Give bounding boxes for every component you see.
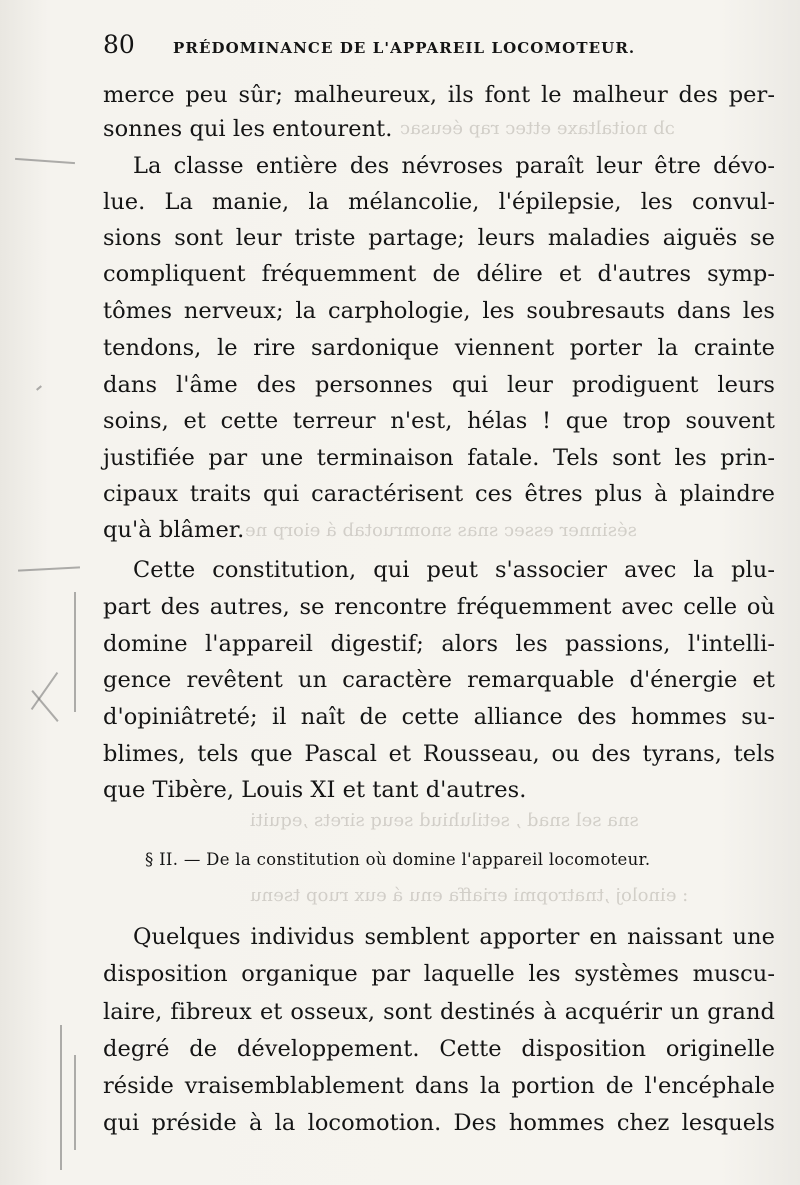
body-line: part des autres, se rencontre fréquemment avec celle où	[103, 594, 775, 620]
show-through-text: ɔb noitaltaxe ettec rap éeusac	[400, 118, 675, 139]
section-heading: § II. — De la constitution où domine l'appareil locomoteur.	[145, 850, 651, 869]
section-line: réside vraisemblablement dans la portion de l'encéphale	[103, 1073, 775, 1099]
body-line: soins, et cette terreur n'est, hélas ! que trop souvent	[103, 408, 775, 434]
body-line: que Tibère, Louis XI et tant d'autres.	[103, 777, 527, 803]
body-line: dans l'âme des personnes qui leur prodiguent leurs	[103, 372, 775, 398]
body-line: tendons, le rire sardonique viennent porter la crainte	[103, 335, 775, 361]
show-through-text: sésinner essec snas snomruotab á eiorp ne	[245, 520, 637, 541]
margin-pencil-mark	[74, 1055, 76, 1150]
section-line: laire, fibreux et osseux, sont destinés à acquérir un grand	[103, 999, 775, 1025]
running-head: PRÉDOMINANCE DE L'APPAREIL LOCOMOTEUR.	[173, 39, 636, 57]
show-through-text: : einoloj ,tnatropmi eriaffa enu á eux ruop tsenu	[250, 885, 689, 906]
body-line: sonnes qui les entourent.	[103, 116, 393, 142]
body-line: Cette constitution, qui peut s'associer avec la plu-	[133, 557, 775, 583]
section-line: disposition organique par laquelle les systèmes muscu-	[103, 961, 775, 987]
body-line: d'opiniâtreté; il naît de cette alliance des hommes su-	[103, 704, 775, 730]
body-line: justifiée par une terminaison fatale. Tels sont les prin-	[103, 445, 775, 471]
body-line: blimes, tels que Pascal et Rousseau, ou des tyrans, tels	[103, 741, 775, 767]
margin-pencil-mark	[31, 690, 58, 722]
body-line: domine l'appareil digestif; alors les passions, l'intelli-	[103, 631, 775, 657]
body-line: merce peu sûr; malheureux, ils font le malheur des per-	[103, 82, 775, 108]
body-line: La classe entière des névroses paraît leur être dévo-	[133, 153, 775, 179]
section-line: Quelques individus semblent apporter en naissant une	[133, 924, 775, 950]
margin-pencil-mark	[18, 566, 80, 571]
margin-pencil-mark	[60, 1025, 62, 1170]
body-line: cipaux traits qui caractérisent ces êtres plus à plaindre	[103, 481, 775, 507]
body-line: gence revêtent un caractère remarquable d'énergie et	[103, 667, 775, 693]
show-through-text: sna sel snad , setiluhiud seuq sirets ,equiti	[250, 810, 639, 831]
body-line: tômes nerveux; la carphologie, les soubresauts dans les	[103, 298, 775, 324]
page-number: 80	[103, 30, 135, 59]
margin-pencil-mark	[36, 385, 42, 390]
section-line: qui préside à la locomotion. Des hommes chez lesquels	[103, 1110, 775, 1136]
body-line: compliquent fréquemment de délire et d'autres symp-	[103, 261, 775, 287]
body-line: lue. La manie, la mélancolie, l'épilepsie, les convul-	[103, 189, 775, 215]
margin-pencil-mark	[74, 592, 76, 712]
page-header	[103, 30, 783, 66]
section-line: degré de développement. Cette disposition originelle	[103, 1036, 775, 1062]
margin-pencil-mark	[15, 158, 75, 164]
body-line: sions sont leur triste partage; leurs maladies aiguës se	[103, 225, 775, 251]
body-line: qu'à blâmer.	[103, 517, 245, 543]
